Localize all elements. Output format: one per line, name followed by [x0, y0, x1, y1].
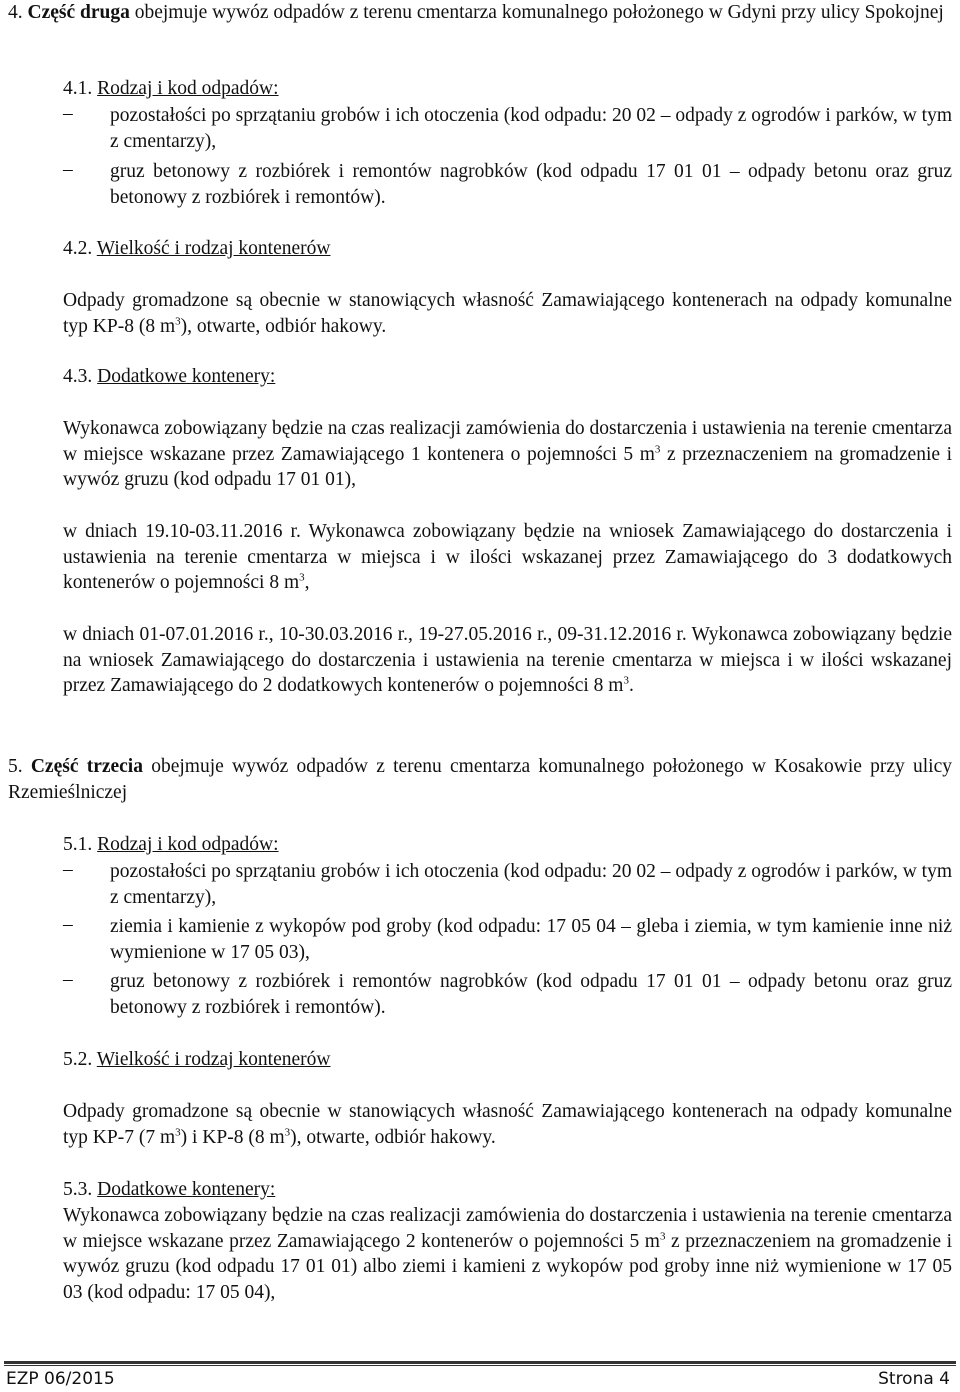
- paragraph-text: Wykonawca zobowiązany będzie na czas realizacji zamówienia do dostarczenia i ustawienia na terenie cmentarza w miejsce wskazane przez Zamawiającego 1 kontenera o pojemności 5 m: [63, 418, 952, 465]
- list-item-text: ziemia i kamienie z wykopów pod groby (kod odpadu: 17 05 04 – gleba i ziemia, w tym kamienie inne niż wymienione w 17 05 03),: [110, 916, 952, 963]
- subsection-title: Wielkość i rodzaj kontenerów: [96, 1049, 331, 1070]
- subsection-title: Dodatkowe kontenery:: [97, 366, 276, 387]
- section-5-title: [8, 754, 952, 805]
- paragraph-text: ), otwarte, odbiór hakowy.: [180, 315, 387, 337]
- list-item-text: pozostałości po sprzątaniu grobów i ich otoczenia (kod odpadu: 20 02 – odpady z ogrodów i parków, w tym z cmentarzy),: [110, 861, 952, 908]
- paragraph-text: .: [628, 675, 634, 696]
- subsection-4-3-heading: [63, 364, 275, 390]
- superscript: 3: [175, 1126, 181, 1138]
- paragraph-5-3-1: [63, 1203, 952, 1305]
- paragraph-text: w dniach 19.10-03.11.2016 r. Wykonawca zobowiązany będzie na wniosek Zamawiającego do dostarczenia i ustawienia na terenie cmentarza w miejsca i w ilości wskazanej przez Zamawiającego do 3 dodatkowych kontenerów o pojemności 8 m: [63, 521, 952, 593]
- subsection-5-2-heading: [63, 1047, 330, 1073]
- subsection-number: 5.2.: [63, 1049, 93, 1070]
- subsection-5-3-heading: [63, 1177, 275, 1203]
- superscript: 3: [659, 1230, 666, 1242]
- paragraph-text: ,: [304, 572, 310, 593]
- paragraph-4-3-1: [63, 416, 952, 493]
- superscript: 3: [284, 1126, 291, 1138]
- paragraph-text: ), otwarte, odbiór hakowy.: [290, 1126, 496, 1148]
- subsection-title: Rodzaj i kod odpadów:: [97, 78, 279, 99]
- footer-divider-thin: [4, 1365, 956, 1366]
- section-title-text: obejmuje wywóz odpadów z terenu cmentarza komunalnego położonego w Gdyni przy ulicy Spokojnej: [134, 2, 944, 23]
- paragraph-text: w dniach 01-07.01.2016 r., 10-30.03.2016 r., 19-27.05.2016 r., 09-31.12.2016 r. Wykonawca zobowiązany będzie na wniosek Zamawiającego do dostarczenia i ustawienia na terenie cmentarza w miejsca i w ilości wskazanej przez Zamawiającego do 2 dodatkowych kontenerów o pojemności 8 m: [63, 624, 952, 696]
- footer-divider: [4, 1361, 956, 1364]
- section-title-bold: Część druga: [27, 2, 130, 23]
- superscript: 3: [623, 674, 629, 687]
- dash-bullet: –: [63, 159, 73, 180]
- paragraph-4-3-3: [63, 622, 952, 699]
- paragraph-text: z przeznaczeniem na gromadzenie i wywóz gruzu (kod odpadu 17 01 01) albo ziemi i kamieni z wykopów pod groby inne niż wymienione w 17 05 03 (kod odpadu: 17 05 04),: [63, 1230, 952, 1303]
- dash-bullet: –: [63, 969, 73, 990]
- dash-bullet: –: [63, 103, 73, 124]
- section-title-text: obejmuje wywóz odpadów z terenu cmentarza komunalnego położonego w Kosakowie przy ulicy Rzemieślniczej: [8, 756, 952, 803]
- section-number: 5.: [8, 756, 23, 777]
- footer-document-id: EZP 06/2015: [6, 1369, 115, 1389]
- paragraph-text: Wykonawca zobowiązany będzie na czas realizacji zamówienia do dostarczenia i ustawienia na terenie cmentarza w miejsce wskazane przez Zamawiającego 2 kontenerów o pojemności 5 m: [63, 1205, 952, 1252]
- list-item-text: gruz betonowy z rozbiórek i remontów nagrobków (kod odpadu 17 01 01 – odpady betonu oraz gruz betonowy z rozbiórek i remontów).: [110, 971, 952, 1018]
- paragraph-4-3-2: [63, 519, 952, 596]
- subsection-4-1-heading: [63, 76, 279, 102]
- superscript: 3: [299, 571, 305, 584]
- list-item-text: pozostałości po sprzątaniu grobów i ich otoczenia (kod odpadu: 20 02 – odpady z ogrodów i parków, w tym z cmentarzy),: [110, 105, 952, 152]
- superscript: 3: [175, 315, 181, 327]
- section-number: 4.: [8, 2, 23, 23]
- list-item-text: gruz betonowy z rozbiórek i remontów nagrobków (kod odpadu 17 01 01 – odpady betonu oraz gruz betonowy z rozbiórek i remontów).: [110, 161, 952, 208]
- subsection-number: 5.3.: [63, 1179, 93, 1200]
- paragraph-5-2: [63, 1099, 952, 1150]
- subsection-title: Rodzaj i kod odpadów:: [97, 834, 279, 855]
- dash-bullet: –: [63, 859, 73, 880]
- subsection-5-1-heading: [63, 832, 279, 858]
- paragraph-4-2: [63, 288, 952, 339]
- subsection-number: 4.1.: [63, 78, 93, 99]
- subsection-title: Wielkość i rodzaj kontenerów: [96, 238, 331, 259]
- section-title-bold: Część trzecia: [30, 756, 143, 777]
- paragraph-text: z przeznaczeniem na gromadzenie i wywóz gruzu (kod odpadu 17 01 01),: [63, 443, 952, 490]
- subsection-number: 5.1.: [63, 834, 93, 855]
- subsection-number: 4.3.: [63, 366, 93, 387]
- paragraph-text: Odpady gromadzone są obecnie w stanowiących własność Zamawiającego kontenerach na odpady komunalne typ KP-8 (8 m: [63, 290, 952, 337]
- paragraph-text: ) i KP-8 (8 m: [180, 1126, 285, 1148]
- paragraph-text: Odpady gromadzone są obecnie w stanowiących własność Zamawiającego kontenerach na odpady komunalne typ KP-7 (7 m: [63, 1101, 952, 1148]
- dash-bullet: –: [63, 914, 73, 935]
- footer-page-number: Strona 4: [878, 1369, 950, 1389]
- subsection-4-2-heading: [63, 236, 330, 262]
- superscript: 3: [654, 443, 661, 455]
- subsection-title: Dodatkowe kontenery:: [97, 1179, 276, 1200]
- subsection-number: 4.2.: [63, 238, 93, 259]
- section-4-title: [8, 0, 952, 26]
